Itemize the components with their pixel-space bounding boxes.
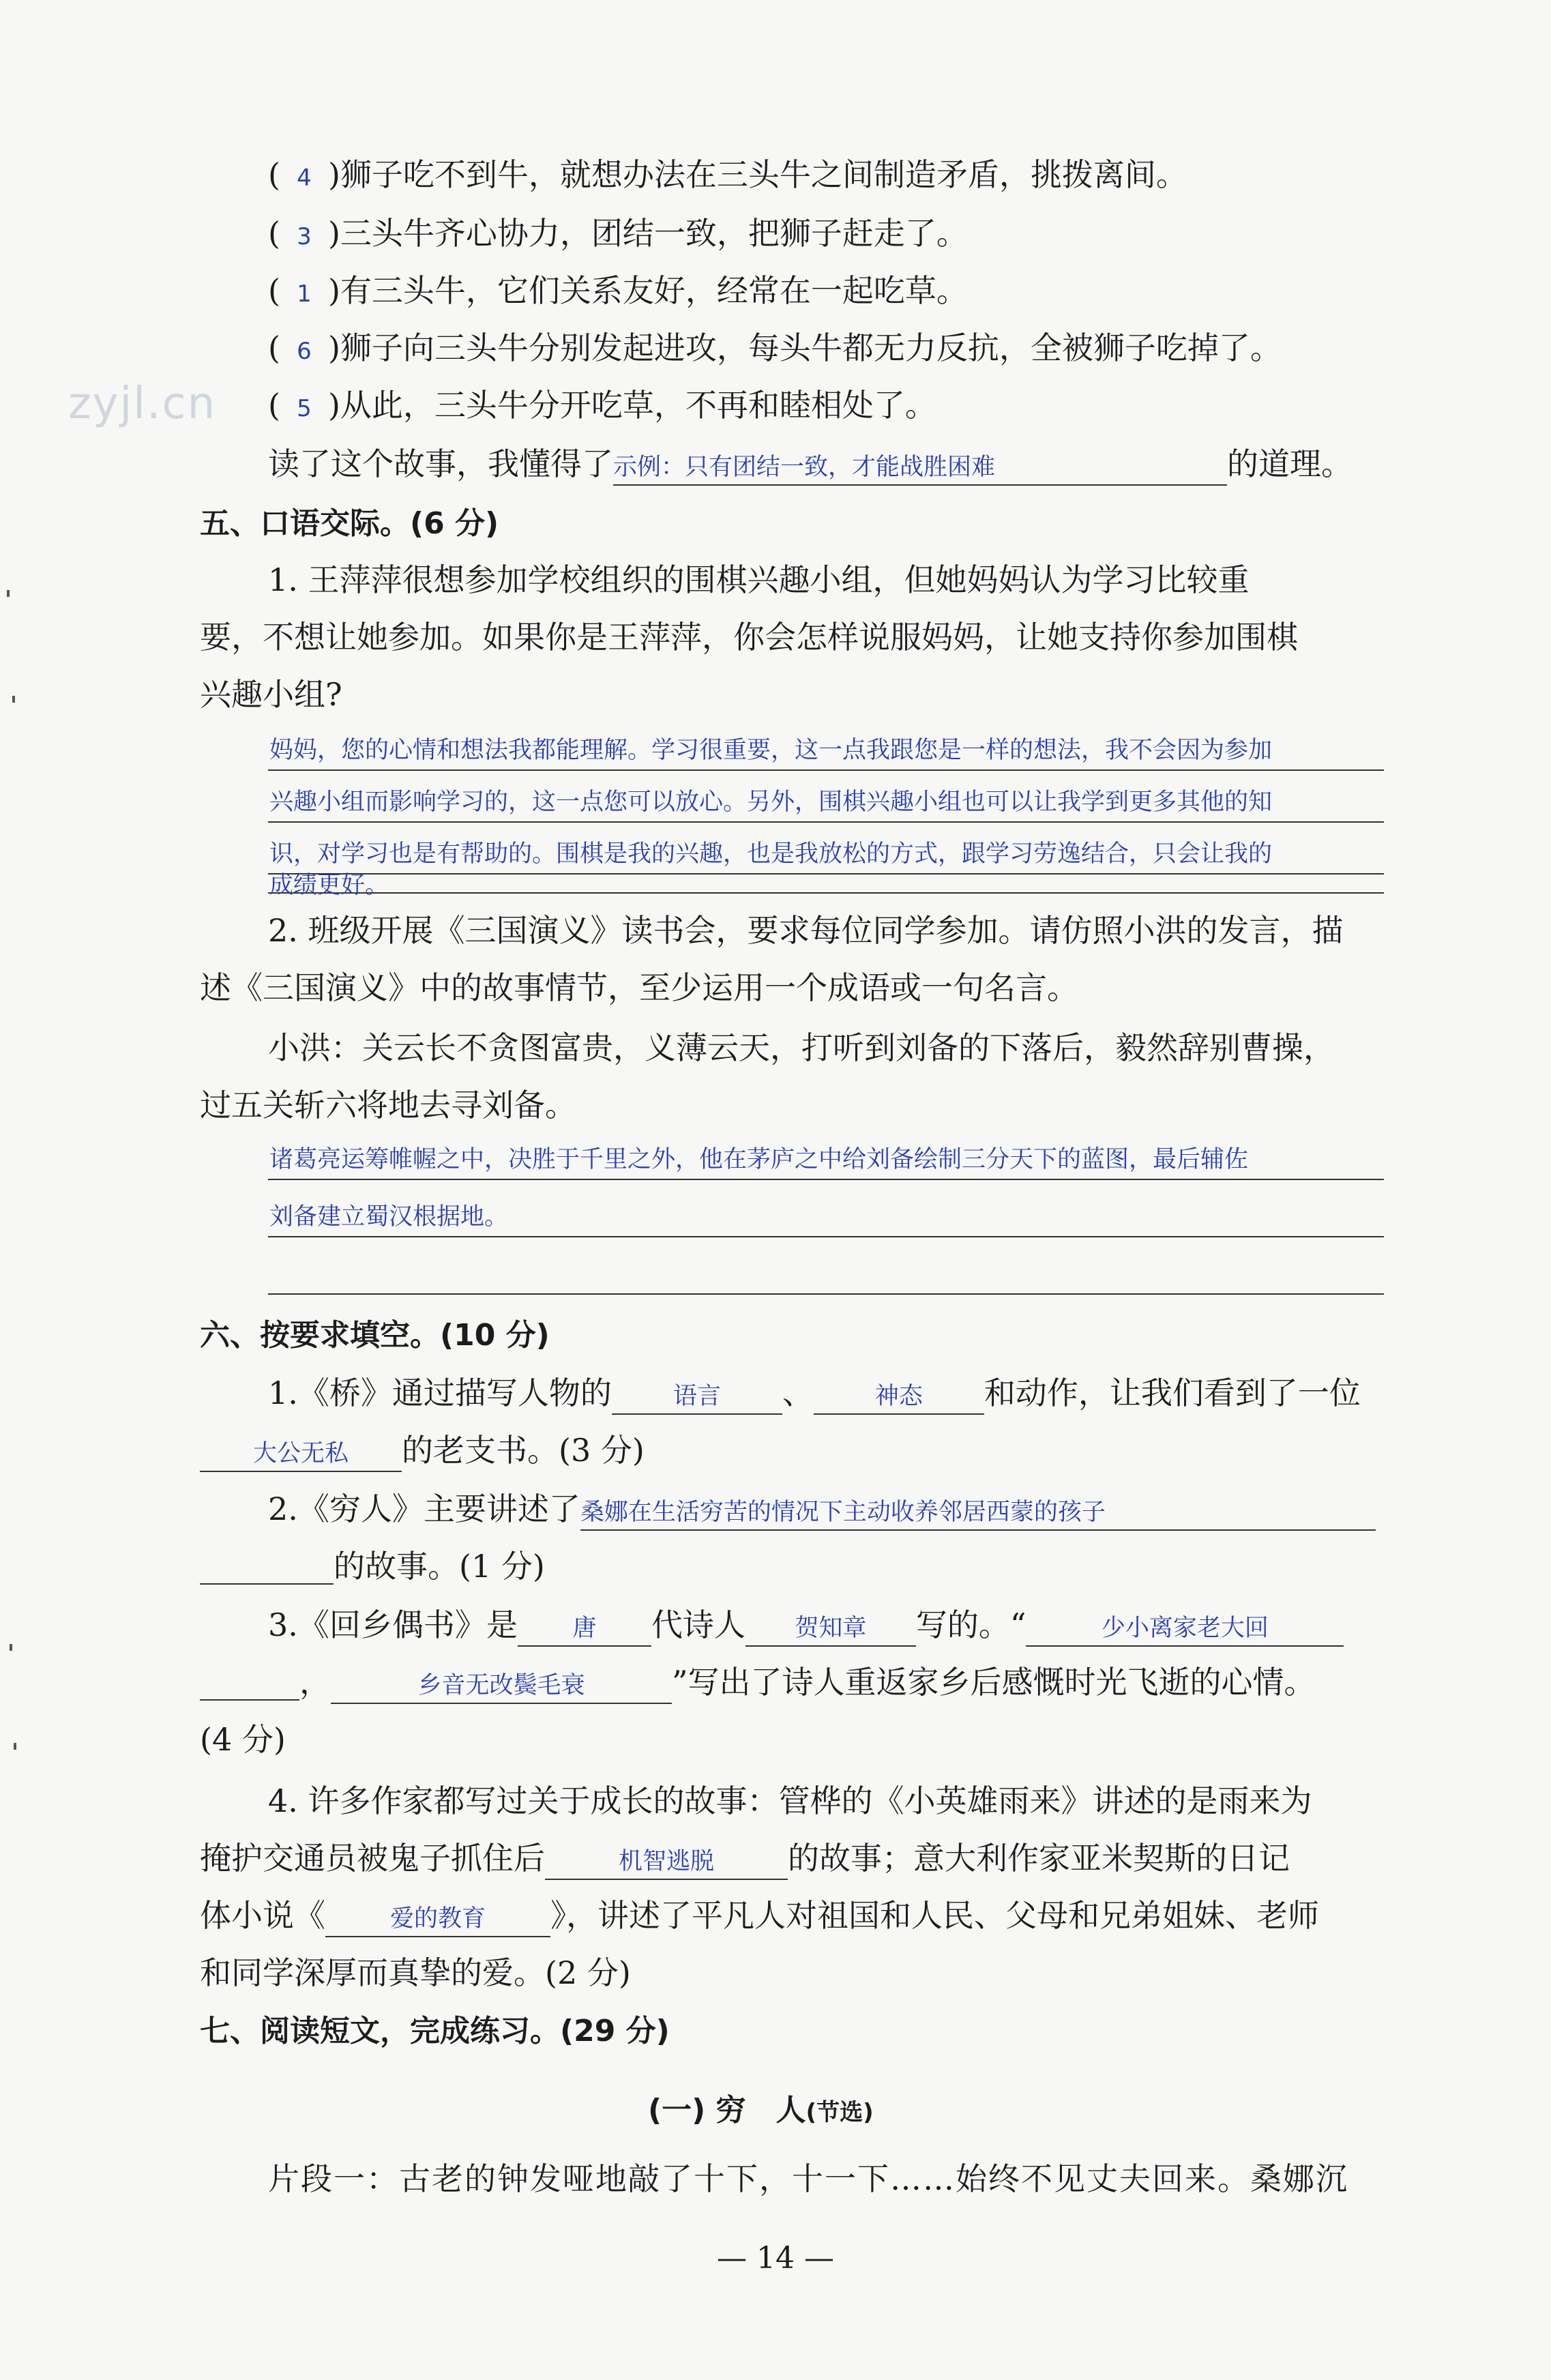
question-text: 要，不想让她参加。如果你是王萍萍，你会怎样说服妈妈，让她支持你参加围棋	[200, 619, 1298, 656]
question-text: 写的。“	[915, 1606, 1026, 1643]
question-text: 的故事。(1 分)	[334, 1548, 545, 1585]
reading-fragment: 片段一：古老的钟发哑地敲了十下，十一下……始终不见丈夫回来。桑娜沉	[268, 2160, 1348, 2197]
example-text: 小洪：关云长不贪图富贵，义薄云天，打听到刘备的下落后，毅然辞别曹操，	[268, 1029, 1335, 1066]
fill-question	[200, 1663, 1316, 1704]
question-text: 1.《桥》通过描写人物的	[268, 1375, 612, 1411]
answer-blank: 贺知章	[745, 1611, 916, 1647]
ordering-item: ( 1 )有三头牛，它们关系友好，经常在一起吃草。	[268, 271, 968, 313]
ordering-item-text: )从此，三头牛分开吃草，不再和睦相处了。	[327, 387, 936, 424]
example-text: 过五关斩六将地去寻刘备。	[200, 1087, 576, 1123]
question-text: ”写出了诗人重返家乡后感慨时光飞逝的心情。	[672, 1664, 1316, 1701]
answer-blank: 乡音无改鬓毛衰	[331, 1669, 672, 1704]
answer-text: 兴趣小组而影响学习的，这一点您可以放心。另外，围棋兴趣小组也可以让我学到更多其他的知	[269, 789, 1273, 816]
lesson-answer-blank: 示例：只有团结一致，才能战胜困难	[613, 450, 1227, 486]
answer-text: 刘备建立蜀汉根据地。	[269, 1203, 509, 1231]
reading-title-note: (节选)	[806, 2099, 874, 2126]
lesson-line	[268, 445, 1353, 486]
section-7-heading: 七、阅读短文，完成练习。(29 分)	[200, 2014, 670, 2048]
question-text: 3.《回乡偶书》是	[268, 1606, 518, 1643]
lesson-suffix: 的道理。	[1227, 445, 1353, 482]
question-text: 4. 许多作家都写过关于成长的故事：管桦的《小英雄雨来》讲述的是雨来为	[268, 1782, 1312, 1819]
answer-blank-continued	[200, 1549, 334, 1585]
section-6-heading: 六、按要求填空。(10 分)	[200, 1318, 550, 1353]
question-text: (4 分)	[200, 1721, 286, 1758]
answer-blank: 桑娜在生活穷苦的情况下主动收养邻居西蒙的孩子	[580, 1495, 1376, 1531]
question-text: 和同学深厚而真挚的爱。(2 分)	[200, 1954, 631, 1991]
section-5-heading: 五、口语交际。(6 分)	[200, 506, 499, 541]
question-text: 2.《穷人》主要讲述了	[268, 1490, 580, 1527]
order-answer: 5	[297, 395, 312, 422]
ordering-item-text: )狮子吃不到牛，就想办法在三头牛之间制造矛盾，挑拨离间。	[327, 156, 1187, 193]
fill-question	[268, 1490, 1376, 1531]
fill-question	[268, 1374, 1361, 1415]
answer-text: 识，对学习也是有帮助的。围棋是我的兴趣，也是我放松的方式，跟学习劳逸结合，只会让我的	[269, 840, 1273, 868]
answer-blank: 少小离家老大回	[1026, 1611, 1344, 1647]
order-answer: 3	[297, 223, 312, 250]
reading-title	[648, 2090, 874, 2132]
question-text: 的故事；意大利作家亚米契斯的日记	[788, 1840, 1290, 1877]
ordering-item: ( 5 )从此，三头牛分开吃草，不再和睦相处了。	[268, 386, 936, 428]
question-text: 掩护交通员被鬼子抓住后	[200, 1840, 545, 1877]
question-text: 兴趣小组?	[200, 676, 342, 713]
question-text: 1. 王萍萍很想参加学校组织的围棋兴趣小组，但她妈妈认为学习比较重	[268, 561, 1250, 598]
margin-mark	[10, 1644, 12, 1651]
answer-text: 诸葛亮运筹帷幄之中，决胜于千里之外，他在茅庐之中给刘备绘制三分天下的蓝图，最后辅佐	[269, 1146, 1249, 1173]
ordering-item-text: )狮子向三头牛分别发起进攻，每头牛都无力反抗，全被狮子吃掉了。	[327, 329, 1282, 366]
question-text: 、	[782, 1375, 814, 1411]
answer-blank: 大公无私	[200, 1437, 402, 1472]
ordering-item-text: )有三头牛，它们关系友好，经常在一起吃草。	[327, 272, 968, 309]
answer-line	[268, 783, 1384, 823]
fill-question	[200, 1431, 645, 1472]
answer-blank-continued	[200, 1665, 299, 1701]
margin-mark	[14, 1743, 16, 1750]
ordering-item: ( 4 )狮子吃不到牛，就想办法在三头牛之间制造矛盾，挑拨离间。	[268, 156, 1187, 197]
answer-blank: 神态	[814, 1379, 984, 1415]
question-text: 2. 班级开展《三国演义》读书会，要求每位同学参加。请仿照小洪的发言，描	[268, 912, 1344, 949]
answer-text: 成绩更好。	[269, 872, 389, 899]
question-text: 体小说《	[200, 1897, 325, 1934]
answer-line	[268, 731, 1384, 771]
fill-question	[268, 1606, 1344, 1647]
question-text: 和动作，让我们看到了一位	[984, 1375, 1361, 1411]
lesson-prefix: 读了这个故事，我懂得了	[268, 445, 613, 482]
question-text: 代诗人	[651, 1606, 745, 1643]
margin-mark	[12, 696, 15, 703]
question-text: 》，讲述了平凡人对祖国和人民、父母和兄弟姐妹、老师	[550, 1897, 1319, 1934]
answer-blank: 机智逃脱	[545, 1845, 788, 1880]
fill-question	[200, 1839, 1290, 1880]
answer-line	[268, 1255, 1384, 1295]
ordering-item: ( 6 )狮子向三头牛分别发起进攻，每头牛都无力反抗，全被狮子吃掉了。	[268, 329, 1282, 370]
answer-line	[268, 865, 1384, 899]
answer-text: 妈妈，您的心情和想法我都能理解。学习很重要，这一点我跟您是一样的想法，我不会因为参加	[269, 737, 1273, 764]
answer-blank: 爱的教育	[325, 1902, 550, 1937]
question-text: ，	[299, 1664, 331, 1701]
margin-mark	[7, 590, 10, 597]
answer-blank: 语言	[612, 1379, 782, 1415]
ordering-item: ( 3 )三头牛齐心协力，团结一致，把狮子赶走了。	[268, 214, 968, 256]
order-answer: 1	[297, 280, 312, 308]
reading-title-text: (一) 穷 人	[648, 2093, 806, 2128]
question-text: 的老支书。(3 分)	[402, 1432, 645, 1469]
answer-blank: 唐	[518, 1611, 651, 1647]
order-answer: 4	[297, 164, 312, 192]
watermark-text: zyjl.cn	[68, 379, 217, 429]
answer-line	[268, 1198, 1384, 1237]
page-number: — 14 —	[717, 2241, 834, 2276]
fill-question	[200, 1896, 1319, 1937]
question-text: 述《三国演义》中的故事情节，至少运用一个成语或一句名言。	[200, 969, 1078, 1006]
order-answer: 6	[297, 338, 312, 365]
ordering-item-text: )三头牛齐心协力，团结一致，把狮子赶走了。	[327, 215, 968, 252]
fill-question	[200, 1547, 545, 1585]
answer-line	[268, 1141, 1384, 1180]
